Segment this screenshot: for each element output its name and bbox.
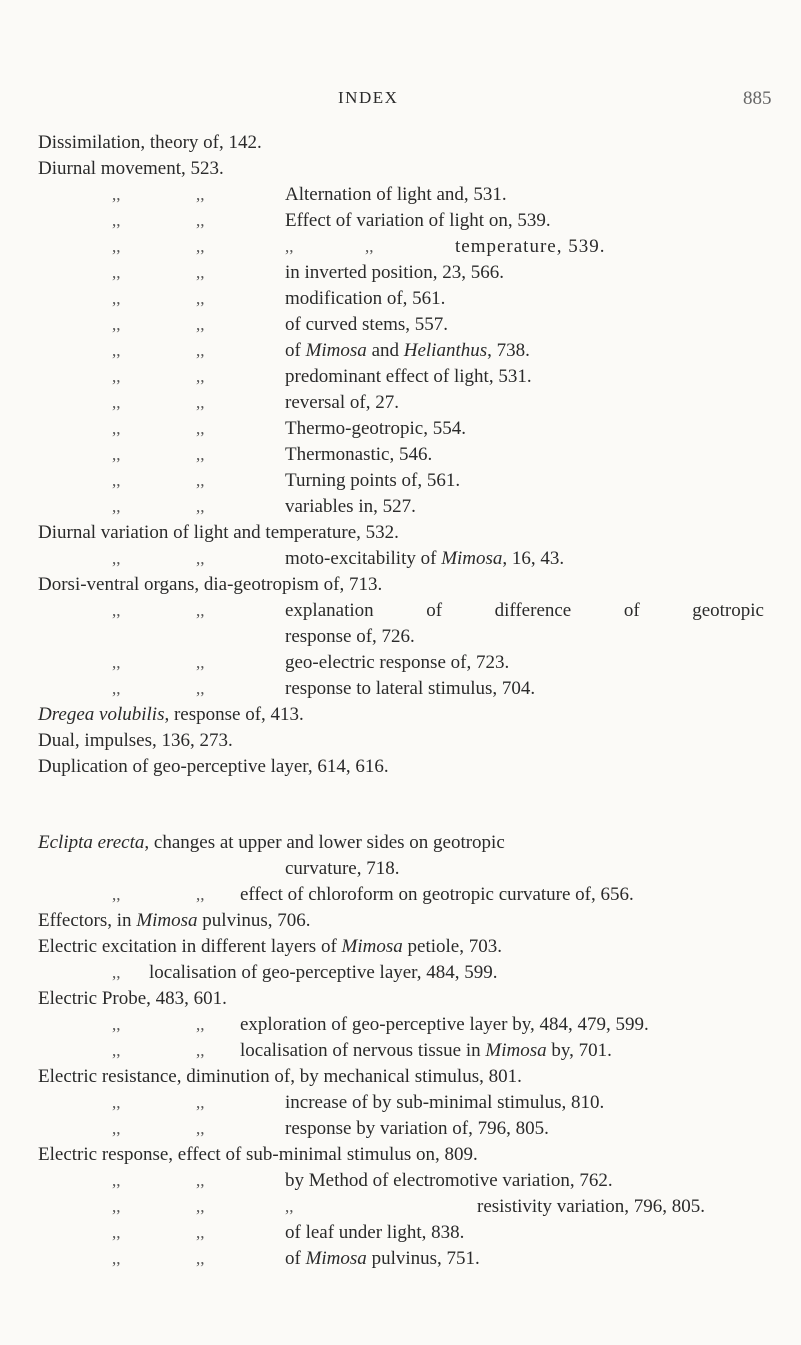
ditto-mark: ,,	[112, 419, 121, 438]
index-entry	[0, 364, 801, 390]
ditto-mark: ,,	[196, 237, 205, 256]
index-entry	[0, 442, 801, 468]
index-entry	[0, 520, 801, 546]
index-entry	[0, 1168, 801, 1194]
ditto-mark: ,,	[112, 1119, 121, 1138]
index-entry	[0, 650, 801, 676]
index-entry	[0, 1220, 801, 1246]
entry-text: of Mimosa pulvinus, 751.	[285, 1248, 480, 1269]
ditto-mark: ,,	[196, 315, 205, 334]
entry-text: Thermo-geotropic, 554.	[285, 418, 466, 439]
index-entry	[0, 468, 801, 494]
ditto-mark: ,,	[112, 237, 121, 256]
index-entry	[0, 1194, 801, 1220]
entry-text: response to lateral stimulus, 704.	[285, 678, 536, 699]
entry-text: Electric Probe, 483, 601.	[38, 988, 227, 1009]
index-entry	[0, 312, 801, 338]
entry-text: variables in, 527.	[285, 496, 416, 517]
index-entry	[0, 624, 801, 650]
entry-text: resistivity variation, 796, 805.	[477, 1196, 705, 1217]
index-entry	[0, 1142, 801, 1168]
ditto-mark: ,,	[112, 1197, 121, 1216]
entry-text: Turning points of, 561.	[285, 470, 461, 491]
entry-text: explanation of difference of geotropic	[285, 600, 764, 621]
entry-text: of curved stems, 557.	[285, 314, 449, 335]
ditto-mark: ,,	[196, 341, 205, 360]
index-entry	[0, 494, 801, 520]
entry-text: Diurnal variation of light and temperature, 532.	[38, 522, 399, 543]
index-entry	[0, 598, 801, 624]
index-entry	[0, 1012, 801, 1038]
index-entry	[0, 1090, 801, 1116]
ditto-mark: ,,	[196, 211, 205, 230]
entry-text: Dorsi-ventral organs, dia-geotropism of, 713.	[38, 574, 383, 595]
ditto-mark: ,,	[112, 341, 121, 360]
entry-text: moto-excitability of Mimosa, 16, 43.	[285, 548, 565, 569]
ditto-mark: ,,	[112, 1041, 121, 1060]
index-entry	[0, 182, 801, 208]
index-entry	[0, 960, 801, 986]
ditto-mark: ,,	[196, 601, 205, 620]
index-entry	[0, 702, 801, 728]
ditto-mark: ,,	[285, 1197, 294, 1216]
entry-text: increase of by sub-minimal stimulus, 810.	[285, 1092, 605, 1113]
ditto-mark: ,,	[112, 185, 121, 204]
entry-text: localisation of nervous tissue in Mimosa by, 701.	[240, 1040, 612, 1061]
ditto-mark: ,,	[196, 885, 205, 904]
entry-text: Duplication of geo-perceptive layer, 614, 616.	[38, 756, 389, 777]
index-entry	[0, 416, 801, 442]
ditto-mark: ,,	[112, 263, 121, 282]
ditto-mark: ,,	[112, 963, 121, 982]
ditto-mark: ,,	[196, 1015, 205, 1034]
index-entry	[0, 830, 801, 856]
ditto-mark: ,,	[196, 679, 205, 698]
entry-text: curvature, 718.	[285, 858, 400, 879]
ditto-mark: ,,	[196, 549, 205, 568]
ditto-mark: ,,	[196, 1249, 205, 1268]
ditto-mark: ,,	[112, 211, 121, 230]
entry-text: temperature, 539.	[455, 236, 606, 257]
ditto-mark: ,,	[112, 289, 121, 308]
index-entry	[0, 728, 801, 754]
ditto-mark: ,,	[112, 1171, 121, 1190]
entry-text: of Mimosa and Helianthus, 738.	[285, 340, 530, 361]
entry-text: by Method of electromotive variation, 762.	[285, 1170, 613, 1191]
entry-text: in inverted position, 23, 566.	[285, 262, 505, 283]
ditto-mark: ,,	[196, 471, 205, 490]
entry-text: modification of, 561.	[285, 288, 446, 309]
index-entry	[0, 130, 801, 156]
ditto-mark: ,,	[196, 263, 205, 282]
ditto-mark: ,,	[196, 1223, 205, 1242]
index-entry	[0, 208, 801, 234]
entry-text: of leaf under light, 838.	[285, 1222, 465, 1243]
entry-text: Electric response, effect of sub-minimal stimulus on, 809.	[38, 1144, 478, 1165]
ditto-mark: ,,	[196, 1041, 205, 1060]
entry-text: Electric resistance, diminution of, by mechanical stimulus, 801.	[38, 1066, 522, 1087]
entry-text: exploration of geo-perceptive layer by, 484, 479, 599.	[240, 1014, 649, 1035]
index-entry	[0, 908, 801, 934]
index-entry	[0, 754, 801, 780]
page-number: 885	[743, 88, 772, 109]
entry-text: Electric excitation in different layers of Mimosa petiole, 703.	[38, 936, 502, 957]
ditto-mark: ,,	[196, 393, 205, 412]
ditto-mark: ,,	[112, 1249, 121, 1268]
index-entry	[0, 572, 801, 598]
index-entry	[0, 676, 801, 702]
index-entry	[0, 1246, 801, 1272]
entry-text: effect of chloroform on geotropic curvature of, 656.	[240, 884, 634, 905]
index-entry	[0, 934, 801, 960]
ditto-mark: ,,	[196, 1093, 205, 1112]
index-entry	[0, 1038, 801, 1064]
ditto-mark: ,,	[196, 445, 205, 464]
ditto-mark: ,,	[112, 315, 121, 334]
index-entry	[0, 986, 801, 1012]
entry-text: predominant effect of light, 531.	[285, 366, 532, 387]
entry-text: Alternation of light and, 531.	[285, 184, 507, 205]
entry-text: Eclipta erecta, changes at upper and lower sides on geotropic	[38, 832, 505, 853]
entry-text: Diurnal movement, 523.	[38, 158, 224, 179]
ditto-mark: ,,	[112, 393, 121, 412]
ditto-mark: ,,	[112, 653, 121, 672]
index-title: INDEX	[338, 88, 399, 107]
entry-text: geo-electric response of, 723.	[285, 652, 510, 673]
ditto-mark: ,,	[112, 1223, 121, 1242]
index-entry	[0, 338, 801, 364]
index-entry	[0, 390, 801, 416]
entry-text: Dissimilation, theory of, 142.	[38, 132, 262, 153]
entry-text: Dregea volubilis, response of, 413.	[38, 704, 304, 725]
ditto-mark: ,,	[196, 185, 205, 204]
entry-text: Dual, impulses, 136, 273.	[38, 730, 233, 751]
ditto-mark: ,,	[285, 237, 294, 256]
ditto-mark: ,,	[196, 419, 205, 438]
ditto-mark: ,,	[196, 1119, 205, 1138]
entry-text: reversal of, 27.	[285, 392, 399, 413]
entry-text: Thermonastic, 546.	[285, 444, 433, 465]
ditto-mark: ,,	[196, 1197, 205, 1216]
entry-text: Effectors, in Mimosa pulvinus, 706.	[38, 910, 311, 931]
entry-text: Effect of variation of light on, 539.	[285, 210, 551, 231]
ditto-mark: ,,	[112, 679, 121, 698]
page-header	[0, 88, 801, 118]
ditto-mark: ,,	[112, 445, 121, 464]
ditto-mark: ,,	[196, 653, 205, 672]
ditto-mark: ,,	[112, 1015, 121, 1034]
ditto-mark: ,,	[196, 289, 205, 308]
ditto-mark: ,,	[112, 601, 121, 620]
index-entry	[0, 1116, 801, 1142]
ditto-mark: ,,	[196, 367, 205, 386]
index-entry	[0, 260, 801, 286]
ditto-mark: ,,	[196, 1171, 205, 1190]
index-entry	[0, 546, 801, 572]
ditto-mark: ,,	[112, 367, 121, 386]
index-entry	[0, 156, 801, 182]
ditto-mark: ,,	[112, 885, 121, 904]
ditto-mark: ,,	[365, 237, 374, 256]
entry-text: response of, 726.	[285, 626, 415, 647]
ditto-mark: ,,	[112, 497, 121, 516]
index-entry	[0, 882, 801, 908]
index-entry	[0, 286, 801, 312]
index-entry	[0, 856, 801, 882]
index-entry	[0, 234, 801, 260]
ditto-mark: ,,	[112, 549, 121, 568]
index-entry	[0, 1064, 801, 1090]
entry-text: response by variation of, 796, 805.	[285, 1118, 549, 1139]
entry-text: localisation of geo-perceptive layer, 484, 599.	[149, 962, 498, 983]
ditto-mark: ,,	[112, 471, 121, 490]
ditto-mark: ,,	[196, 497, 205, 516]
ditto-mark: ,,	[112, 1093, 121, 1112]
